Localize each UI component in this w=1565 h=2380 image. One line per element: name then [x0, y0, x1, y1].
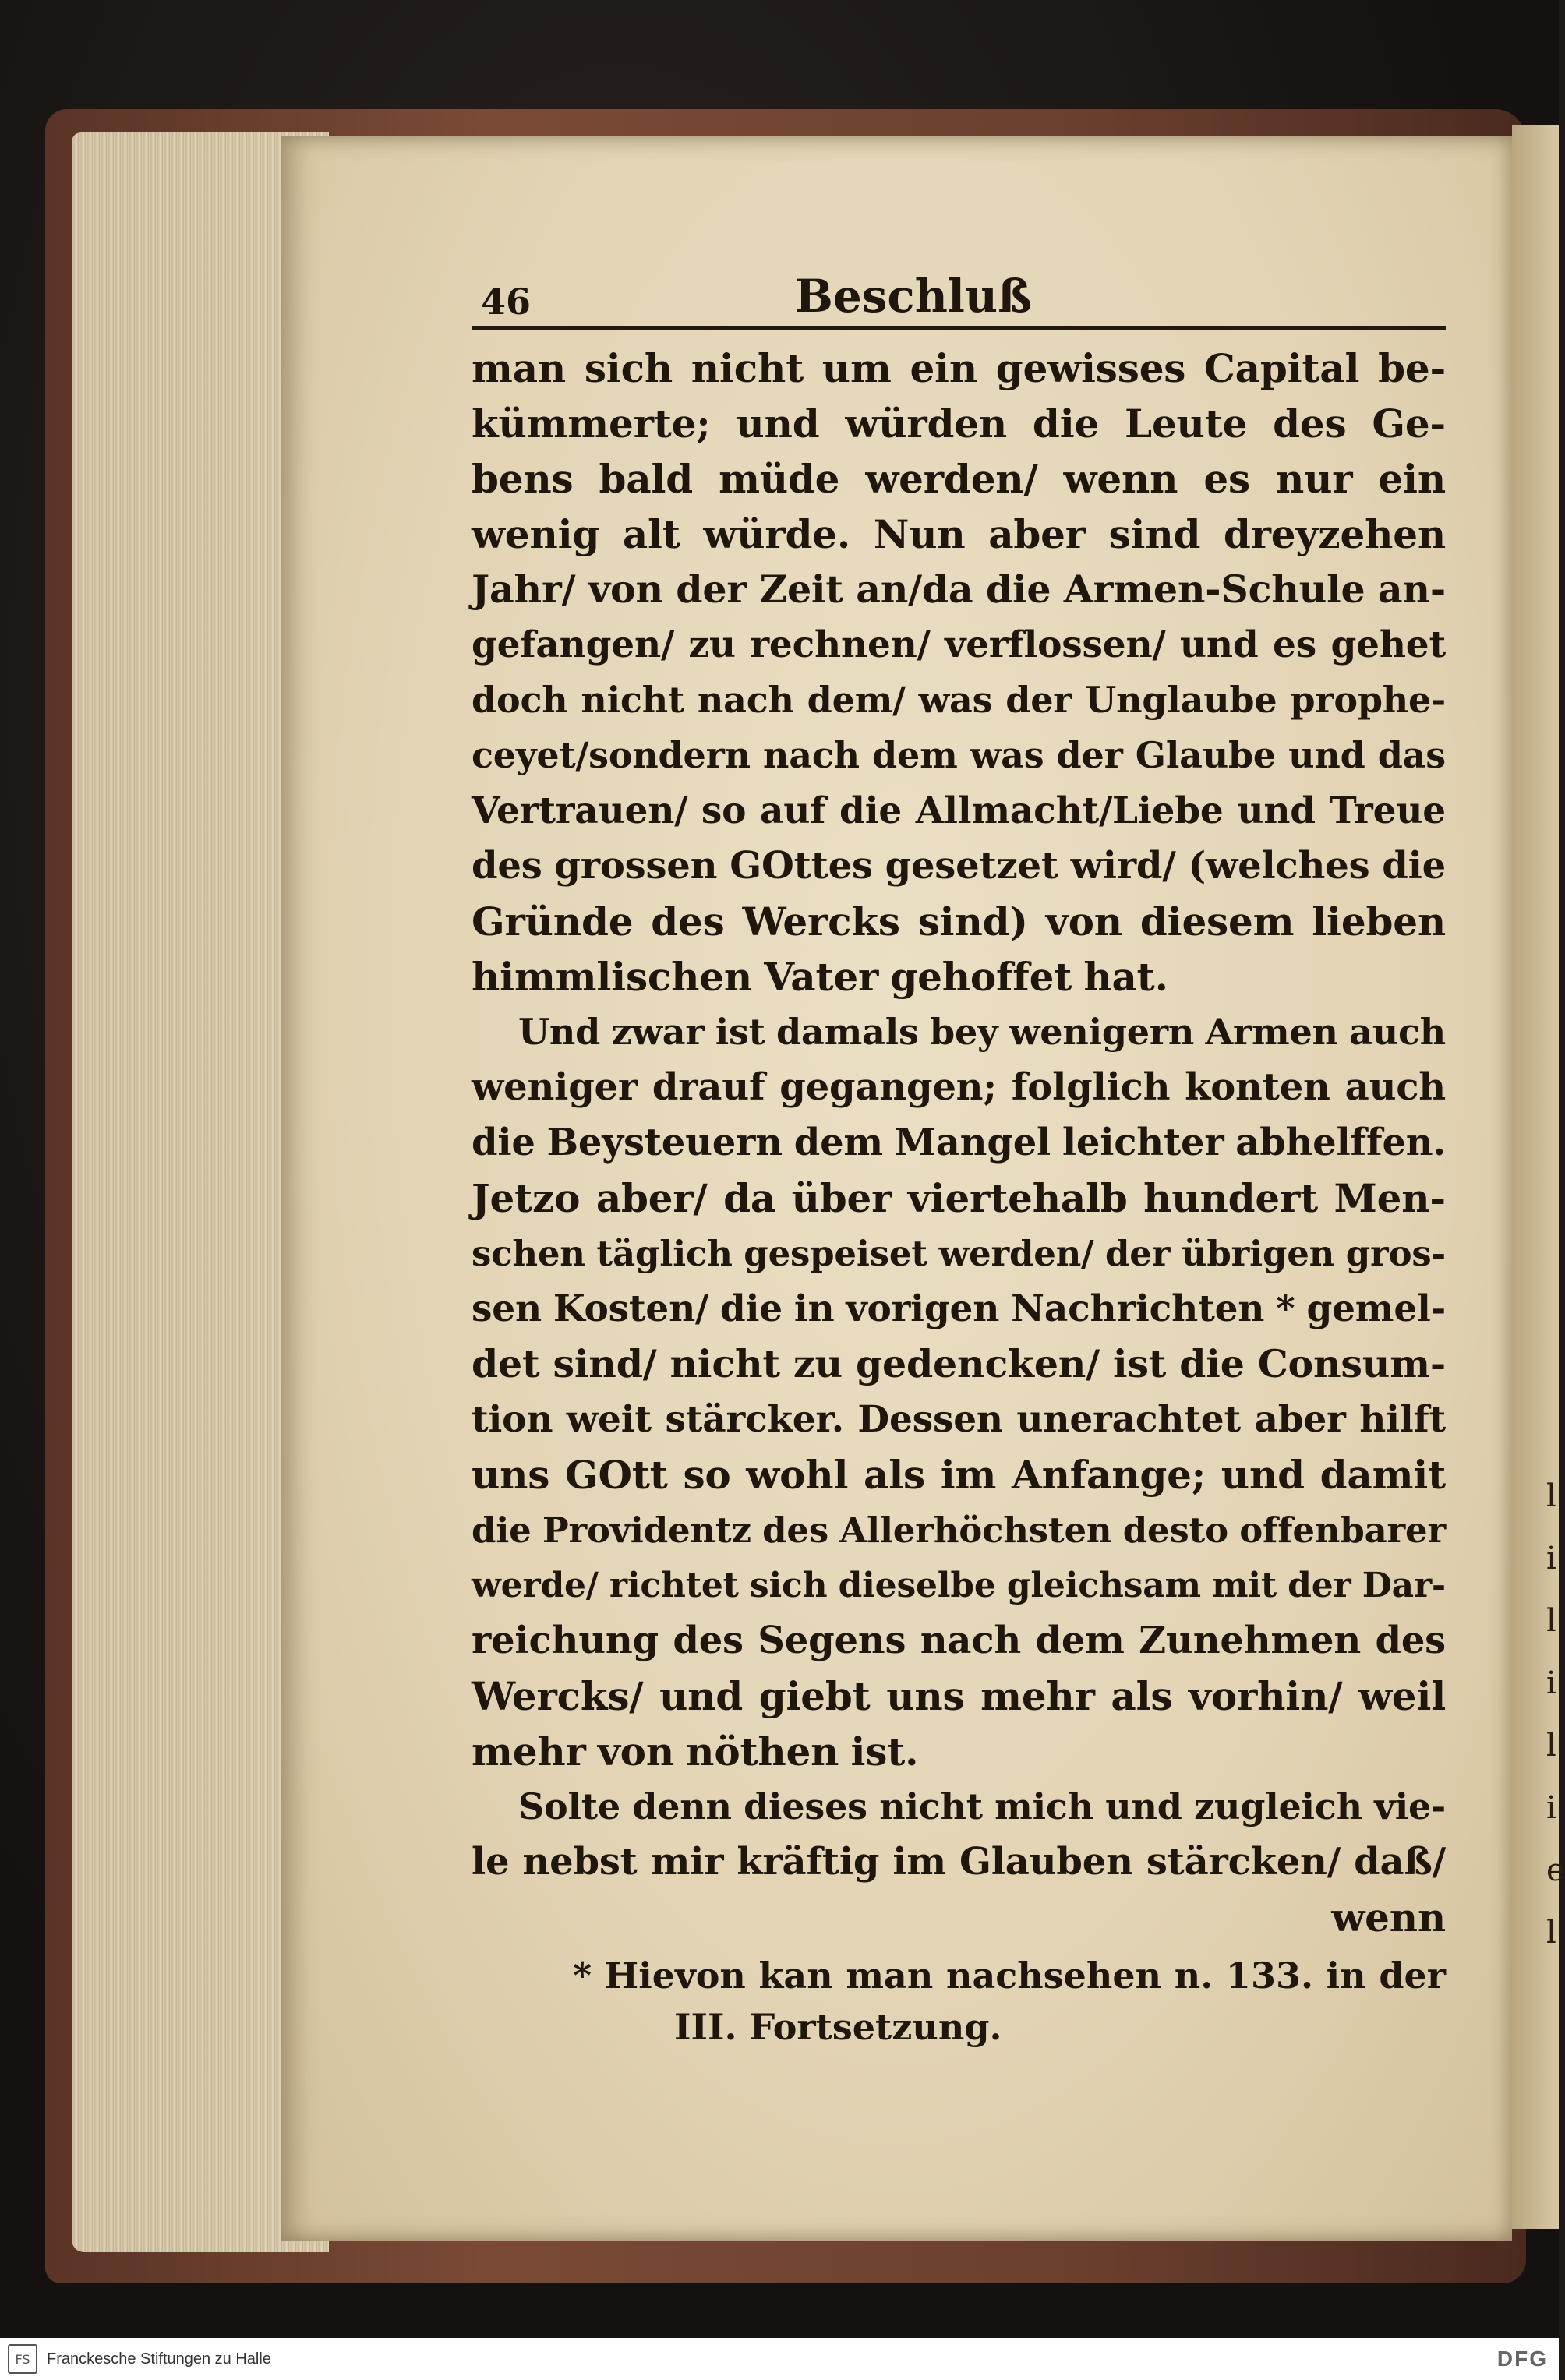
text-line: Wercks/ und giebt uns mehr als vorhin/ weil — [472, 1673, 1446, 1719]
next-letter: l — [1546, 1478, 1556, 1514]
text-line: Jetzo aber/ da über viertehalb hundert Men- — [472, 1175, 1446, 1221]
text-line: ceyet/sondern nach dem was der Glaube und das — [472, 734, 1446, 776]
text-line: des grossen GOttes gesetzet wird/ (welches die — [472, 844, 1446, 888]
text-line: schen täglich gespeiset werden/ der übrigen gros- — [472, 1233, 1446, 1274]
next-letter: i — [1546, 1541, 1556, 1577]
footnote-line: * Hievon kan man nachsehen n. 133. in der — [573, 1954, 1446, 1997]
next-letter: l — [1546, 1603, 1556, 1639]
page-header — [472, 270, 1446, 323]
text-line: Und zwar ist damals bey wenigern Armen auch — [518, 1011, 1446, 1053]
next-letter: i — [1546, 1665, 1556, 1701]
text-line: die Beysteuern dem Mangel leichter abhelffen. — [472, 1121, 1446, 1164]
dfg-logo: DFG — [1496, 2346, 1548, 2371]
text-line: det sind/ nicht zu gedencken/ ist die Consum- — [472, 1341, 1446, 1386]
footer-left — [0, 2344, 271, 2374]
text-line: weniger drauf gegangen; folglich konten auch — [472, 1065, 1446, 1109]
text-line: himmlischen Vater gehoffet hat. — [472, 954, 1168, 1000]
page-text — [472, 270, 1446, 2053]
footnote-line: III. Fortsetzung. — [674, 2006, 1002, 2048]
text-line: man sich nicht um ein gewisses Capital be- — [472, 345, 1446, 391]
text-line: Vertrauen/ so auf die Allmacht/Liebe und Treue — [472, 789, 1446, 832]
text-line: Jahr/ von der Zeit an/da die Armen-Schule an- — [472, 567, 1446, 612]
text-line: gefangen/ zu rechnen/ verflossen/ und es gehet — [472, 623, 1446, 666]
next-letter: i — [1546, 1790, 1556, 1826]
text-line: werde/ richtet sich dieselbe gleichsam mit der Dar- — [472, 1566, 1446, 1605]
text-line: le nebst mir kräftig im Glauben stärcken/ daß/ — [472, 1840, 1446, 1884]
footer-bar — [0, 2338, 1559, 2380]
text-line: wenig alt würde. Nun aber sind dreyzehen — [472, 511, 1446, 557]
text-line: uns GOtt so wohl als im Anfange; und damit — [472, 1452, 1446, 1498]
running-head: Beschluß — [794, 270, 1033, 323]
catchword: wenn — [1331, 1894, 1446, 1940]
footer-credit: Franckesche Stiftungen zu Halle — [47, 2350, 271, 2368]
text-line: sen Kosten/ die in vorigen Nachrichten * gemel- — [472, 1287, 1446, 1330]
next-letter: l — [1546, 1728, 1556, 1764]
page-number: 46 — [481, 281, 532, 323]
header-rule — [472, 326, 1446, 330]
text-line: reichung des Segens nach dem Zunehmen des — [472, 1619, 1446, 1662]
text-line: mehr von nöthen ist. — [472, 1729, 919, 1774]
text-line: bens bald müde werden/ wenn es nur ein — [472, 456, 1446, 502]
next-letter: l — [1546, 1915, 1556, 1951]
next-page-letters — [1546, 1465, 1565, 1964]
text-line: die Providentz des Allerhöchsten desto offenbarer — [472, 1510, 1446, 1551]
text-line: tion weit stärcker. Dessen unerachtet aber hilft — [472, 1398, 1446, 1441]
text-line: Gründe des Wercks sind) von diesem lieben — [472, 899, 1446, 945]
text-line: kümmerte; und würden die Leute des Ge- — [472, 401, 1446, 447]
text-line: Solte denn dieses nicht mich und zugleich vie- — [518, 1785, 1446, 1827]
foundation-logo-icon: FS — [8, 2344, 37, 2374]
text-line: doch nicht nach dem/ was der Unglaube prophe- — [472, 679, 1446, 721]
next-letter: e — [1546, 1852, 1565, 1888]
